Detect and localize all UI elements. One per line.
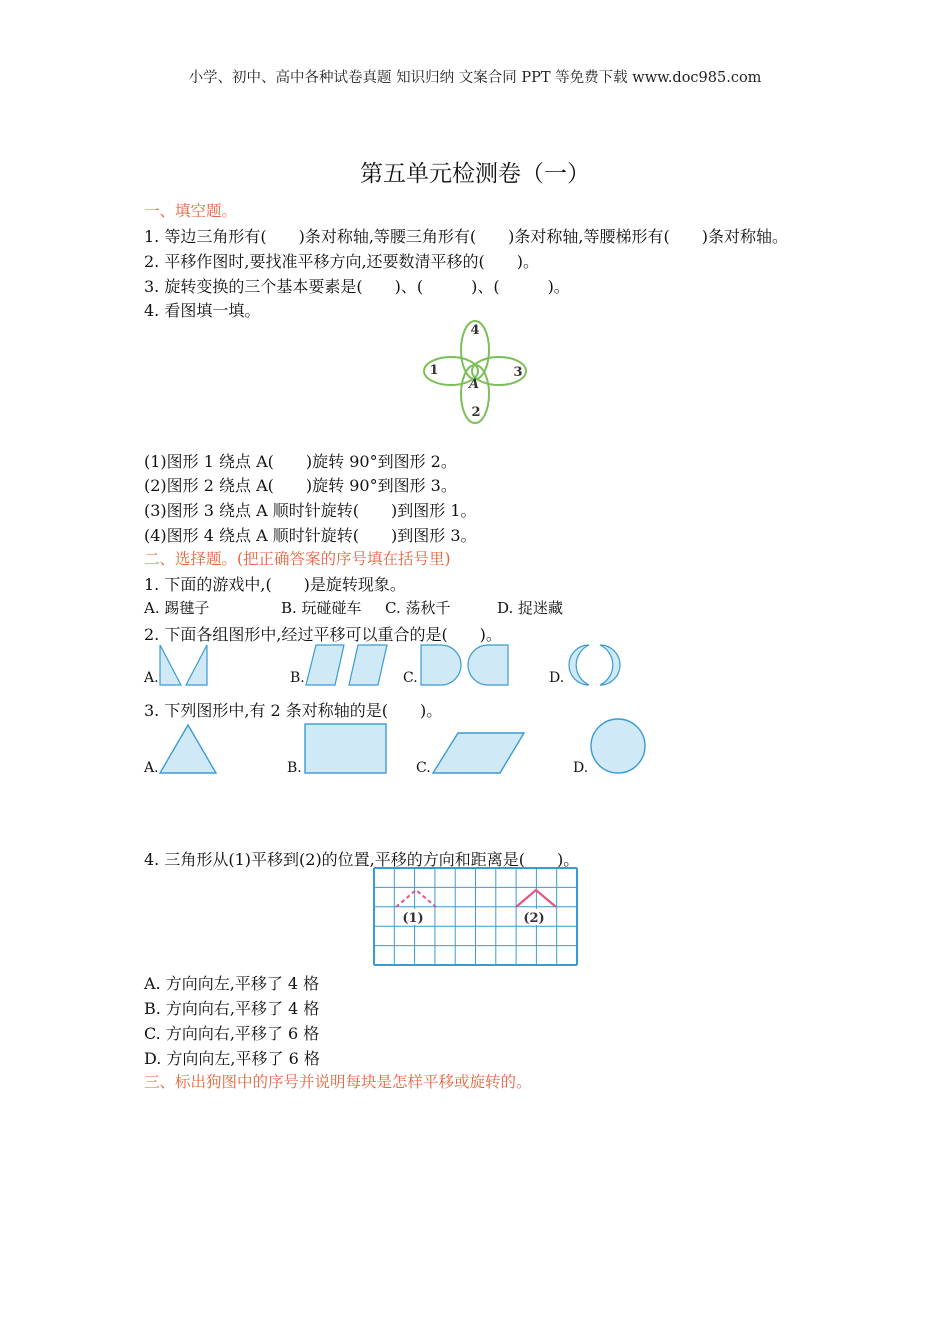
- s2-question-3: 3. 下列图形中,有 2 条对称轴的是( )。: [144, 701, 443, 720]
- s1-question-3: 3. 旋转变换的三个基本要素是( )、( )、( )。: [144, 277, 570, 296]
- translation-grid: [373, 867, 578, 966]
- section-2-heading: 二、选择题。(把正确答案的序号填在括号里): [144, 550, 451, 568]
- flower-label-center: A: [468, 377, 480, 392]
- s2-q4-option-c: C. 方向向右,平移了 6 格: [144, 1024, 320, 1043]
- s2-q4-option-a: A. 方向向左,平移了 4 格: [144, 974, 320, 993]
- triangle-position-1: [396, 890, 436, 907]
- s1-question-2: 2. 平移作图时,要找准平移方向,还要数清平移的( )。: [144, 252, 540, 271]
- q3a-triangle: [160, 725, 216, 773]
- s2-q2-label-c: C.: [403, 670, 418, 686]
- s2-q2-label-b: B.: [290, 670, 305, 686]
- s1-sub-4: (4)图形 4 绕点 A 顺时针旋转( )到图形 3。: [144, 526, 477, 545]
- s1-question-4: 4. 看图填一填。: [144, 301, 261, 320]
- page-title: 第五单元检测卷（一）: [360, 161, 590, 187]
- s2-question-1: 1. 下面的游戏中,( )是旋转现象。: [144, 575, 406, 594]
- flower-label-top: 4: [470, 323, 480, 338]
- s2-q4-option-d: D. 方向向左,平移了 6 格: [144, 1049, 320, 1068]
- s2-q1-option-c: C. 荡秋千: [385, 599, 451, 617]
- s2-q1-option-a: A. 踢毽子: [144, 599, 210, 617]
- s2-q3-label-c: C.: [416, 760, 431, 776]
- s2-q3-label-a: A.: [144, 760, 159, 776]
- s2-q2-label-a: A.: [144, 670, 159, 686]
- s2-q1-option-b: B. 玩碰碰车: [281, 599, 362, 617]
- s2-q4-option-b: B. 方向向右,平移了 4 格: [144, 999, 320, 1018]
- s2-question-4: 4. 三角形从(1)平移到(2)的位置,平移的方向和距离是( )。: [144, 850, 580, 869]
- q3c-parallelogram: [433, 733, 524, 773]
- s1-sub-3: (3)图形 3 绕点 A 顺时针旋转( )到图形 1。: [144, 501, 477, 520]
- flower-label-right: 3: [513, 365, 523, 380]
- s2-question-2: 2. 下面各组图形中,经过平移可以重合的是( )。: [144, 625, 502, 644]
- page-header: 小学、初中、高中各种试卷真题 知识归纳 文案合同 PPT 等免费下载 www.doc985.com: [188, 70, 762, 86]
- s1-question-1: 1. 等边三角形有( )条对称轴,等腰三角形有( )条对称轴,等腰梯形有( )条对称轴。: [144, 227, 788, 246]
- flower-label-bottom: 2: [471, 405, 481, 420]
- s2-q1-option-d: D. 捉迷藏: [497, 599, 564, 617]
- section-1-heading: 一、填空题。: [144, 202, 238, 220]
- s2-q3-label-b: B.: [287, 760, 302, 776]
- section-3-heading: 三、标出狗图中的序号并说明每块是怎样平移或旋转的。: [144, 1073, 532, 1091]
- s1-sub-1: (1)图形 1 绕点 A( )旋转 90°到图形 2。: [144, 452, 457, 471]
- s1-sub-2: (2)图形 2 绕点 A( )旋转 90°到图形 3。: [144, 476, 457, 495]
- grid-label-1: (1): [402, 911, 424, 926]
- q3b-rectangle: [305, 724, 386, 773]
- s2-q2-label-d: D.: [549, 670, 565, 686]
- s2-q3-label-d: D.: [573, 760, 589, 776]
- q3d-circle: [591, 719, 645, 773]
- flower-label-left: 1: [429, 363, 439, 378]
- grid-label-2: (2): [523, 911, 545, 926]
